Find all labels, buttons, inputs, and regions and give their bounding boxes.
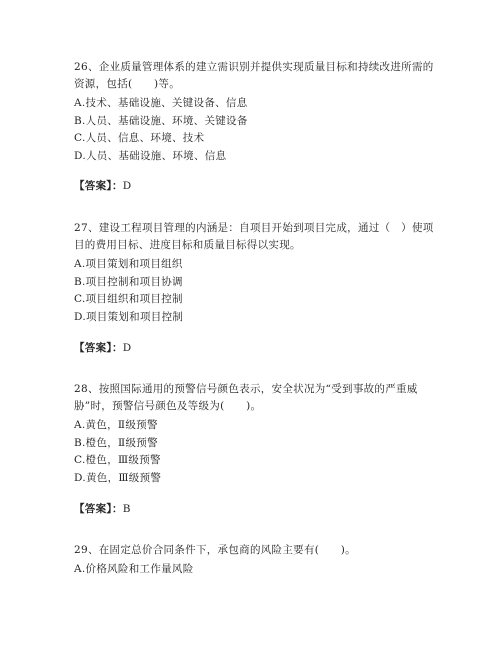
answer-28 [74,501,131,517]
option-a: A.黄色，Ⅱ级预警 [74,419,158,431]
option-b: B.项目控制和项目协调 [74,275,183,288]
answer-label: 【答案】： [74,180,123,192]
question-28 [74,381,434,487]
answer-27 [74,340,131,356]
option-c: C.项目组织和项目控制 [74,293,183,305]
option-c: C.人员、信息、环境、技术 [74,132,205,144]
question-29 [74,542,434,579]
question-stem: 28、按照国际通用的预警信号颜色表示，安全状况为“受到事故的严重威胁”时，预警信号颜色及等级为( )。 [74,383,418,412]
option-a: A.价格风险和工作量风险 [74,563,194,575]
option-d: D.项目策划和项目控制 [74,310,184,323]
question-stem: 29、在固定总价合同条件下，承包商的风险主要有( )。 [74,544,356,556]
question-26 [74,59,434,165]
option-b: B.橙色，Ⅱ级预警 [74,436,158,449]
answer-value: D [122,342,132,354]
option-b: B.人员、基础设施、环境、关键设备 [74,114,248,127]
answer-value: B [122,503,131,515]
option-d: D.人员、基础设施、环境、信息 [74,149,227,162]
question-27 [74,220,434,326]
answer-value: D [122,180,132,192]
question-stem: 26、企业质量管理体系的建立需识别并提供实现质量目标和持续改进所需的资源，包括( )等。 [74,61,434,90]
answer-label: 【答案】： [74,342,123,354]
question-stem: 27、建设工程项目管理的内涵是：自项目开始到项目完成，通过（ ）使项目的费用目标、进度目标和质量目标得以实现。 [74,222,434,251]
option-d: D.黄色，Ⅲ级预警 [74,471,162,484]
answer-26 [74,178,131,194]
option-c: C.橙色，Ⅲ级预警 [74,454,161,466]
answer-label: 【答案】： [74,503,123,515]
option-a: A.项目策划和项目组织 [74,258,183,270]
option-a: A.技术、基础设施、关键设备、信息 [74,97,248,109]
